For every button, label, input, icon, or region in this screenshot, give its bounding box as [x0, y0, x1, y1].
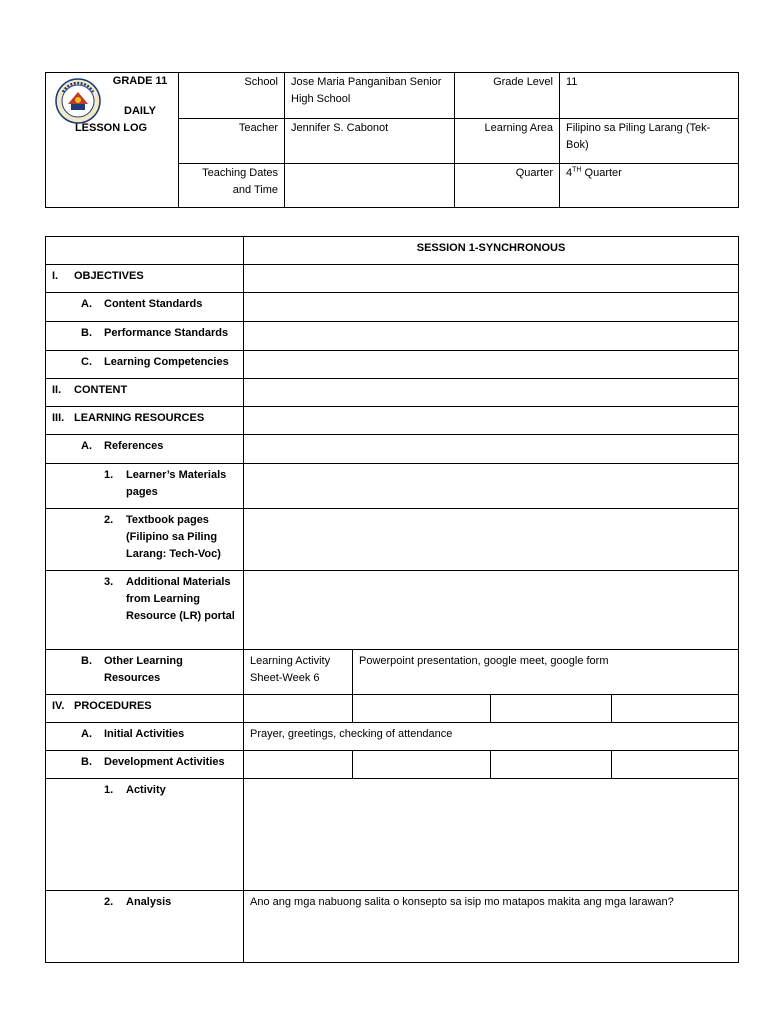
additional-materials-label: Additional Materials from Learning Resource (LR) portal: [126, 576, 235, 622]
activity-label: Activity: [126, 784, 166, 796]
learners-materials-value: [244, 464, 739, 509]
performance-standards-value: [244, 322, 739, 351]
quarter-label: Quarter: [455, 164, 560, 208]
teacher-label: Teacher: [179, 119, 285, 164]
development-cell-1: [244, 751, 353, 779]
procedures-cell-2: [353, 695, 491, 723]
other-resources-label: Other Learning Resources: [104, 655, 183, 684]
analysis-num: 2.: [104, 896, 114, 908]
learners-materials-num: 1.: [104, 469, 114, 481]
learning-resources-num: III.: [52, 412, 65, 424]
development-activities-num: B.: [81, 756, 92, 768]
procedures-num: IV.: [52, 700, 65, 712]
procedures-cell-3: [491, 695, 612, 723]
corner-cell: [46, 237, 244, 265]
learning-resources-label: LEARNING RESOURCES: [74, 412, 205, 424]
header-table: [45, 72, 739, 208]
references-label: References: [104, 440, 164, 452]
references-num: A.: [81, 440, 92, 452]
initial-activities-num: A.: [81, 728, 92, 740]
activity-num: 1.: [104, 784, 114, 796]
lesson-log-label: LESSON LOG: [74, 122, 148, 134]
school-logo-cell: [46, 73, 179, 208]
row-objectives: [46, 265, 244, 293]
procedures-cell-1: [244, 695, 353, 723]
deped-seal-icon: [55, 78, 101, 124]
quarter-word: Quarter: [584, 167, 622, 179]
procedures-cell-4: [612, 695, 739, 723]
other-resources-num: B.: [81, 655, 92, 667]
row-learners-materials: [46, 464, 244, 509]
performance-standards-num: B.: [81, 327, 92, 339]
performance-standards-label: Performance Standards: [104, 327, 229, 339]
content-standards-num: A.: [81, 298, 92, 310]
school-label: School: [179, 73, 285, 119]
row-performance-standards: [46, 322, 244, 351]
row-other-resources: [46, 650, 244, 695]
session-header: SESSION 1-SYNCHRONOUS: [244, 237, 739, 265]
procedures-label: PROCEDURES: [74, 700, 152, 712]
row-content: [46, 379, 244, 407]
teacher-value: Jennifer S. Cabonot: [285, 119, 455, 164]
school-value: Jose Maria Panganiban Senior High School: [285, 73, 455, 119]
row-development-activities: [46, 751, 244, 779]
row-textbook-pages: [46, 509, 244, 571]
row-learning-competencies: [46, 351, 244, 379]
learning-resources-value: [244, 407, 739, 435]
objectives-value: [244, 265, 739, 293]
analysis-value: Ano ang mga nabuong salita o konsepto sa isip mo matapos makita ang mga larawan?: [244, 891, 739, 963]
learning-competencies-value: [244, 351, 739, 379]
learners-materials-label: Learner’s Materials pages: [126, 469, 227, 498]
references-value: [244, 435, 739, 464]
row-analysis: [46, 891, 244, 963]
learning-area-value: Filipino sa Piling Larang (Tek-Bok): [560, 119, 739, 164]
additional-materials-value: [244, 571, 739, 650]
development-activities-label: Development Activities: [104, 756, 225, 768]
learning-competencies-num: C.: [81, 356, 92, 368]
initial-activities-value: Prayer, greetings, checking of attendance: [244, 723, 739, 751]
content-value: [244, 379, 739, 407]
teaching-dates-label: Teaching Dates and Time: [179, 164, 285, 208]
row-additional-materials: [46, 571, 244, 650]
teaching-dates-value: [285, 164, 455, 208]
content-num: II.: [52, 384, 62, 396]
row-initial-activities: [46, 723, 244, 751]
lesson-table: [45, 236, 739, 963]
grade-title: GRADE 11: [112, 75, 168, 87]
row-learning-resources: [46, 407, 244, 435]
other-resources-col2: Powerpoint presentation, google meet, google form: [353, 650, 739, 695]
row-content-standards: [46, 293, 244, 322]
quarter-superscript: TH: [572, 166, 582, 174]
learning-competencies-label: Learning Competencies: [104, 356, 229, 368]
additional-materials-num: 3.: [104, 576, 114, 588]
development-cell-4: [612, 751, 739, 779]
initial-activities-label: Initial Activities: [104, 728, 185, 740]
grade-level-label: Grade Level: [455, 73, 560, 119]
analysis-label: Analysis: [126, 896, 172, 908]
learning-area-label: Learning Area: [455, 119, 560, 164]
development-cell-2: [353, 751, 491, 779]
content-standards-value: [244, 293, 739, 322]
other-resources-col1: Learning Activity Sheet-Week 6: [244, 650, 353, 695]
quarter-value: [560, 164, 739, 208]
development-cell-3: [491, 751, 612, 779]
activity-value: [244, 779, 739, 891]
content-standards-label: Content Standards: [104, 298, 203, 310]
content-label: CONTENT: [74, 384, 128, 396]
row-references: [46, 435, 244, 464]
row-activity: [46, 779, 244, 891]
textbook-pages-label: Textbook pages (Filipino sa Piling Larang: Tech-Voc): [126, 514, 221, 560]
daily-label: DAILY: [124, 105, 156, 117]
textbook-pages-value: [244, 509, 739, 571]
row-procedures: [46, 695, 244, 723]
quarter-number: 4: [566, 167, 573, 179]
objectives-num: I.: [52, 270, 59, 282]
objectives-label: OBJECTIVES: [74, 270, 144, 282]
grade-level-value: 11: [560, 73, 739, 119]
textbook-pages-num: 2.: [104, 514, 114, 526]
